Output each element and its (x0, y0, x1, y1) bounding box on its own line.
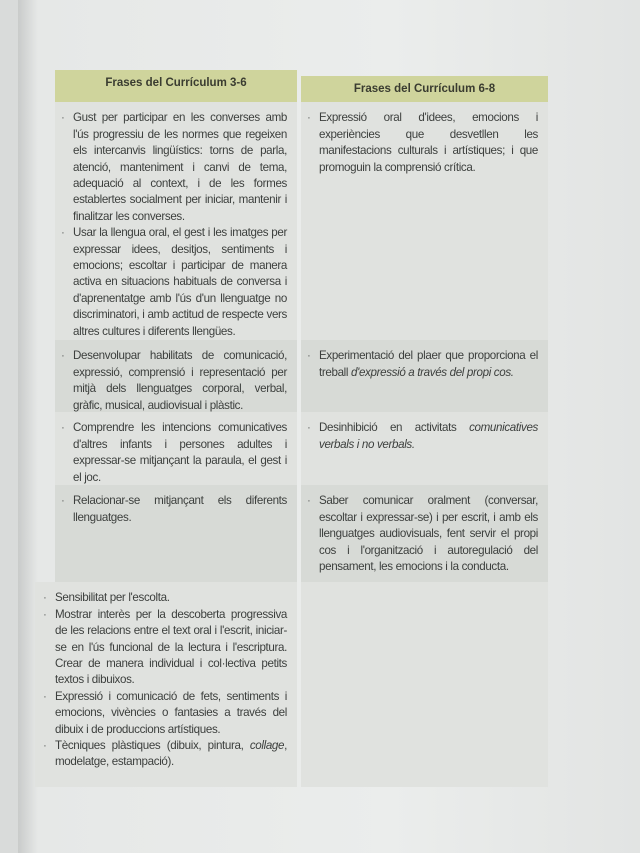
list-item: · Expressió i comunicació de fets, sentiments i emocions, vivències o fantasies a través del dibuix i de produccions artístiques. (55, 689, 287, 738)
list-item: · Tècniques plàstiques (dibuix, pintura, collage, modelatge, estampació). (55, 738, 287, 771)
book-page (18, 0, 640, 853)
list-item: · Sensibilitat per l'escolta. (55, 590, 287, 606)
table-row (55, 340, 548, 412)
list-item: · Experimentació del plaer que proporciona el treball d'expressió a través del propi cos. (319, 348, 538, 381)
table-header (55, 70, 548, 102)
table-row (55, 582, 548, 787)
list-item: · Saber comunicar oralment (conversar, escoltar i expressar-se) i per escrit, i amb els llenguatges audiovisuals, fent servir el propi cos i l'organització i autoregulació del pensament, les emocions i la conducta. (319, 493, 538, 575)
header-6-8: Frases del Currículum 6-8 (301, 76, 548, 102)
list-item: · Relacionar-se mitjançant els diferents llenguatges. (73, 493, 287, 526)
empty-cell (301, 582, 548, 787)
curriculum-table (55, 70, 548, 787)
list-item: · Expressió oral d'idees, emocions i experiències que desvetllen les manifestacions culturals i artístiques; i que promoguin la comprensió crítica. (319, 110, 538, 176)
table-row (55, 102, 548, 340)
table-row (55, 412, 548, 485)
list-item: · Gust per participar en les converses amb l'ús progressiu de les normes que regeixen els intercanvis lingüístics: torns de parla, atenció, manteniment i canvi de tema, adequació al context, i de les formes establertes socialment per iniciar, mantenir i finalitzar les converses. (73, 110, 287, 225)
header-3-6: Frases del Currículum 3-6 (55, 70, 297, 102)
list-item: · Usar la llengua oral, el gest i les imatges per expressar idees, desitjos, sentiments i emocions; escoltar i participar de manera activa en situacions habituals de conversa i d'aprenentatge amb l'ús d'un llenguatge no discriminatori, i amb actitud de respecte vers altres cultures i diferents llengües. (73, 225, 287, 340)
list-item: · Comprendre les intencions comunicatives d'altres infants i persones adultes i expressar-se mitjançant la paraula, el gest i el joc. (73, 420, 287, 486)
table-row (55, 485, 548, 582)
list-item: · Desinhibició en activitats comunicatives verbals i no verbals. (319, 420, 538, 453)
list-item: · Desenvolupar habilitats de comunicació, expressió, comprensió i representació per mitjà dels llenguatges corporal, verbal, gràfic, musical, audiovisual i plàstic. (73, 348, 287, 414)
list-item: · Mostrar interès per la descoberta progressiva de les relacions entre el text oral i l'escrit, iniciar-se en l'ús funcional de la lectura i l'escriptura. Crear de manera individual i col·lectiva petits textos i dibuixos. (55, 607, 287, 689)
